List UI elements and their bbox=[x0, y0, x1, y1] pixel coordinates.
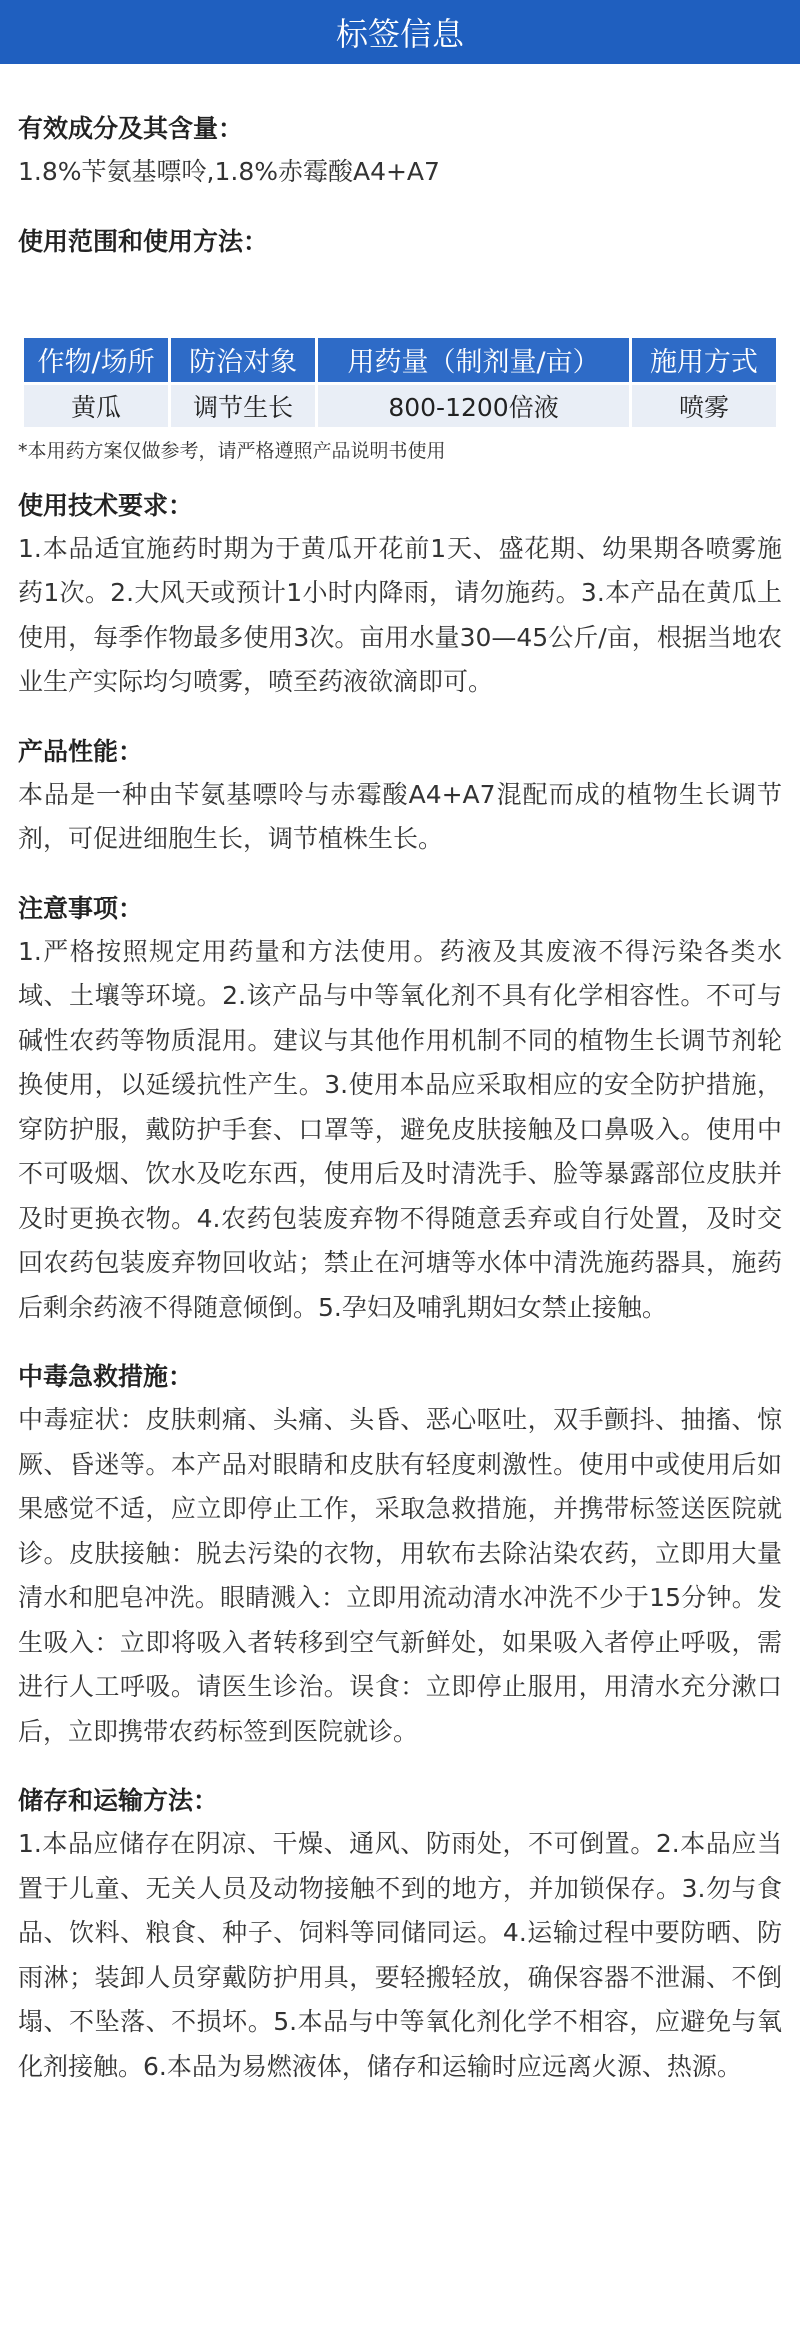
technical-title: 使用技术要求： bbox=[18, 490, 194, 520]
table-header-dosage: 用药量（制剂量/亩） bbox=[318, 338, 629, 382]
performance-text: 本品是一种由苄氨基嘌呤与赤霉酸A4+A7混配而成的植物生长调节剂，可促进细胞生长，调节植株生长。 bbox=[18, 779, 782, 853]
page-title: 标签信息 bbox=[335, 15, 464, 53]
table-header-target: 防治对象 bbox=[171, 338, 315, 382]
precautions-text: 1.严格按照规定用药量和方法使用。药液及其废液不得污染各类水域、土壤等环境。2.该产品与中等氧化剂不具有化学相容性。不可与碱性农药等物质混用。建议与其他作用机制不同的植物生长调节剂轮换使用，以延缓抗性产生。3.使用本品应采取相应的安全防护措施，穿防护服，戴防护手套、口罩等，避免皮肤接触及口鼻吸入。使用中不可吸烟、饮水及吃东西，使用后及时清洗手、脸等暴露部位皮肤并及时更换衣物。4.农药包装废弃物不得随意丢弃或自行处置，及时交回农药包装废弃物回收站；禁止在河塘等水体中清洗施药器具，施药后剩余药液不得随意倾倒。5.孕妇及哺乳期妇女禁止接触。 bbox=[18, 936, 782, 1322]
first-aid-text: 中毒症状：皮肤刺痛、头痛、头昏、恶心呕吐，双手颤抖、抽搐、惊厥、昏迷等。本产品对眼睛和皮肤有轻度刺激性。使用中或使用后如果感觉不适，应立即停止工作，采取急救措施，并携带标签送医院就诊。皮肤接触：脱去污染的衣物，用软布去除沾染农药，立即用大量清水和肥皂冲洗。眼睛溅入：立即用流动清水冲洗不少于15分钟。发生吸入：立即将吸入者转移到空气新鲜处，如果吸入者停止呼吸，需进行人工呼吸。请医生诊治。误食：立即停止服用，用清水充分漱口后，立即携带农药标签到医院就诊。 bbox=[18, 1405, 782, 1746]
storage-title: 储存和运输方法： bbox=[18, 1786, 219, 1815]
technical-text: 1.本品适宜施药时期为于黄瓜开花前1天、盛花期、幼果期各喷雾施药1次。2.大风天或预计1小时内降雨，请勿施药。3.本产品在黄瓜上使用，每季作物最多使用3次。亩用水量30—45公斤/亩，根据当地农业生产实际均匀喷雾，喷至药液欲滴即可。 bbox=[18, 533, 782, 696]
storage-section bbox=[18, 1784, 782, 2089]
table-cell-method: 喷雾 bbox=[632, 385, 776, 427]
precautions-title: 注意事项： bbox=[18, 893, 144, 923]
usage-section bbox=[18, 225, 782, 463]
table-row bbox=[24, 385, 776, 427]
table-cell-target: 调节生长 bbox=[171, 385, 315, 427]
ingredients-section bbox=[18, 112, 782, 195]
ingredients-title: 有效成分及其含量： bbox=[18, 114, 244, 143]
usage-title: 使用范围和使用方法： bbox=[18, 226, 269, 256]
usage-table-header-row bbox=[24, 338, 776, 382]
first-aid-title: 中毒急救措施： bbox=[18, 1362, 194, 1391]
header-banner bbox=[0, 0, 800, 64]
ingredients-text: 1.8%苄氨基嘌呤,1.8%赤霉酸A4+A7 bbox=[18, 157, 440, 186]
first-aid-section bbox=[18, 1360, 782, 1754]
technical-section bbox=[18, 489, 782, 705]
storage-text: 1.本品应储存在阴凉、干燥、通风、防雨处，不可倒置。2.本品应当置于儿童、无关人员及动物接触不到的地方，并加锁保存。3.勿与食品、饮料、粮食、种子、饲料等同储同运。4.运输过程中要防晒、防雨淋；装卸人员穿戴防护用具，要轻搬轻放，确保容器不泄漏、不倒塌、不坠落、不损坏。5.本品与中等氧化剂化学不相容，应避免与氧化剂接触。6.本品为易燃液体，储存和运输时应远离火源、热源。 bbox=[18, 1829, 782, 2081]
table-cell-dosage: 800-1200倍液 bbox=[318, 385, 629, 427]
label-content bbox=[0, 112, 800, 2089]
performance-section bbox=[18, 735, 782, 862]
performance-title: 产品性能： bbox=[18, 736, 144, 766]
usage-note: *本用药方案仅做参考，请严格遵照产品说明书使用 bbox=[18, 439, 446, 462]
usage-table bbox=[21, 335, 779, 430]
precautions-section bbox=[18, 892, 782, 1331]
table-cell-crop: 黄瓜 bbox=[24, 385, 168, 427]
table-header-method: 施用方式 bbox=[632, 338, 776, 382]
table-header-crop: 作物/场所 bbox=[24, 338, 168, 382]
